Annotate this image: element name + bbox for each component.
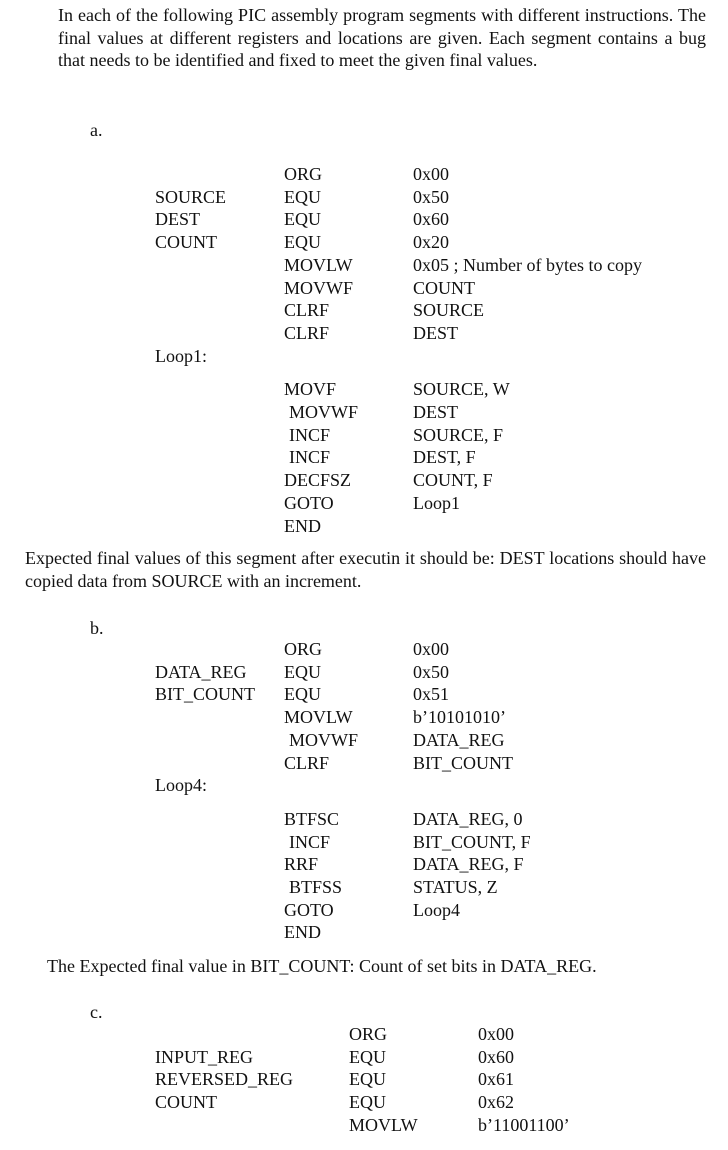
code-label: Loop4:: [155, 775, 207, 796]
code-operand: 0x60: [413, 209, 449, 230]
code-opcode: ORG: [284, 164, 323, 184]
code-opcode: RRF: [284, 854, 319, 875]
code-opcode: BTFSS: [289, 877, 343, 897]
code-operand: DEST, F: [413, 447, 476, 468]
code-operand: DATA_REG, F: [413, 854, 524, 875]
code-operand: STATUS, Z: [413, 877, 498, 897]
code-operand: DEST: [413, 402, 458, 422]
code-opcode: INCF: [289, 831, 331, 852]
code-operand: 0x00: [413, 164, 449, 184]
code-opcode: ORG: [284, 639, 323, 659]
code-label: REVERSED_REG: [155, 1069, 294, 1090]
code-label: DATA_REG: [155, 661, 247, 682]
code-operand: DEST: [413, 322, 458, 343]
code-operand: DATA_REG: [413, 729, 505, 750]
code-label: DEST: [155, 209, 200, 230]
code-label: INPUT_REG: [155, 1046, 253, 1067]
code-operand: SOURCE: [413, 300, 485, 321]
segment-a-expected: Expected final values of this segment after executin it should be: DEST locations should have copied data from SOURCE with an increment.: [25, 548, 706, 591]
code-label: Loop1:: [155, 345, 207, 366]
code-opcode: GOTO: [284, 899, 334, 920]
code-opcode: BTFSC: [284, 808, 340, 829]
code-opcode: INCF: [289, 447, 331, 468]
code-opcode: INCF: [289, 424, 331, 445]
code-operand: 0x51: [413, 684, 449, 705]
code-opcode: EQU: [284, 661, 321, 682]
code-opcode: EQU: [284, 684, 321, 705]
code-operand: 0x50: [413, 186, 449, 207]
code-operand: SOURCE, W: [413, 379, 510, 400]
code-opcode: MOVWF: [289, 729, 359, 750]
code-operand: 0x60: [478, 1046, 514, 1067]
segment-c-label: c.: [90, 1002, 103, 1022]
code-opcode: GOTO: [284, 492, 334, 513]
code-operand: 0x00: [478, 1024, 514, 1044]
code-operand: BIT_COUNT, F: [413, 831, 531, 852]
code-label: COUNT: [155, 1092, 217, 1113]
code-opcode: CLRF: [284, 322, 330, 343]
code-operand: SOURCE, F: [413, 424, 504, 445]
code-opcode: EQU: [349, 1046, 386, 1067]
segment-a-label: a.: [90, 120, 103, 140]
code-operand: COUNT, F: [413, 470, 493, 491]
code-opcode: EQU: [284, 209, 321, 230]
code-opcode: END: [284, 922, 321, 943]
code-operand: b’10101010’: [413, 707, 506, 728]
code-opcode: CLRF: [284, 300, 330, 321]
code-opcode: EQU: [349, 1092, 386, 1113]
segment-b-expected: The Expected final value in BIT_COUNT: Count of set bits in DATA_REG.: [47, 956, 597, 976]
code-operand: 0x20: [413, 232, 449, 253]
code-opcode: MOVLW: [284, 254, 353, 275]
code-label: SOURCE: [155, 186, 227, 207]
code-opcode: EQU: [284, 186, 321, 207]
intro-paragraph: In each of the following PIC assembly program segments with different instructions. The final values at different registers and locations are given. Each segment contains a bug that needs to be identified and fixed to meet the given final values.: [58, 5, 706, 70]
code-operand: COUNT: [413, 277, 475, 298]
code-operand: BIT_COUNT: [413, 752, 513, 773]
code-operand: 0x62: [478, 1092, 514, 1113]
code-opcode: EQU: [349, 1069, 386, 1090]
code-opcode: ORG: [349, 1024, 388, 1044]
code-opcode: MOVWF: [289, 402, 359, 422]
code-opcode: MOVWF: [284, 277, 354, 298]
code-opcode: MOVLW: [284, 707, 353, 728]
code-opcode: EQU: [284, 232, 321, 253]
code-opcode: MOVF: [284, 379, 337, 400]
segment-b-label: b.: [90, 618, 104, 638]
code-operand: Loop4: [413, 899, 460, 920]
code-label: COUNT: [155, 232, 217, 253]
code-opcode: CLRF: [284, 752, 330, 773]
code-opcode: MOVLW: [349, 1114, 418, 1135]
code-label: BIT_COUNT: [155, 684, 255, 705]
code-operand: 0x00: [413, 639, 449, 659]
code-operand: 0x05 ; Number of bytes to copy: [413, 254, 642, 275]
code-operand: 0x61: [478, 1069, 514, 1090]
code-operand: 0x50: [413, 661, 449, 682]
code-opcode: END: [284, 515, 321, 536]
code-opcode: DECFSZ: [284, 470, 352, 491]
code-operand: b’11001100’: [478, 1114, 570, 1135]
code-operand: Loop1: [413, 492, 460, 513]
code-operand: DATA_REG, 0: [413, 808, 523, 829]
